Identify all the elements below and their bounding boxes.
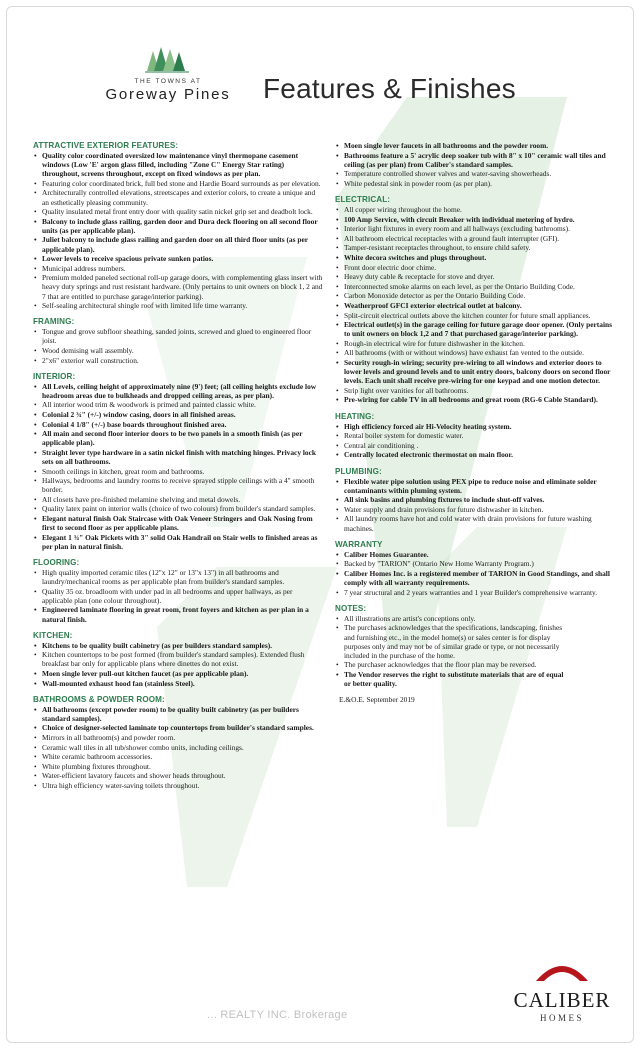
list-item: • Wood demising wall assembly. <box>33 346 323 355</box>
list-item: • All illustrations are artist's conceptions only. <box>335 614 565 623</box>
feature-list <box>335 141 619 188</box>
list-item: • All bathrooms (with or without windows) have exhaust fan vented to the outside. <box>335 348 619 357</box>
list-item: • High efficiency forced air Hi-Velocity heating system. <box>335 422 619 431</box>
section-flooring <box>33 558 323 624</box>
section-electrical <box>335 195 619 405</box>
feature-list <box>335 205 619 404</box>
list-item: • Centrally located electronic thermostat on main floor. <box>335 450 619 459</box>
list-item: • All Levels, ceiling height of approximately nine (9') feet; (all ceiling heights exclude low headroom areas due to bulkheads and dropped ceiling areas, as per plan). <box>33 382 323 400</box>
list-item: • The purchases acknowledges that the specifications, landscaping, finishes and furnishing etc., in the model home(s) or sales center is for display purposes only and may not be of similar grade or type, or not necessarily included in the purchase of the home. <box>335 623 565 659</box>
list-item: • Strip light over vanities for all bathrooms. <box>335 386 619 395</box>
list-item: • Tongue and grove subfloor sheathing, sanded joints, screwed and glued to engineered floor joist. <box>33 327 323 345</box>
list-item: • Electrical outlet(s) in the garage ceiling for future garage door opener. (Only pertains to unit owners on block 1,2 and 7 that purchased garage/interior parking). <box>335 320 619 338</box>
section-heading: FLOORING: <box>33 557 80 567</box>
list-item: • 7 year structural and 2 years warranties and 1 year Builder's comprehensive warranty. <box>335 588 619 597</box>
feature-list <box>33 705 323 790</box>
section-heading: HEATING: <box>335 411 375 421</box>
goreway-pines-logo <box>93 47 243 103</box>
list-item: • Quality color coordinated oversized low maintenance vinyl thermopane casement windows (Low 'E' argon glass filled, including "Zone C" Energy Star rating) throughout, screens throughout, except on fixed windows as per plan. <box>33 151 323 178</box>
list-item: • All main and second floor interior doors to be two panels in a smooth finish (as per applicable plan). <box>33 429 323 447</box>
section-heading: ELECTRICAL: <box>335 194 391 204</box>
feature-list <box>335 422 619 460</box>
section-heading: ATTRACTIVE EXTERIOR FEATURES: <box>33 141 179 150</box>
list-item: • Hallways, bedrooms and laundry rooms to receive sprayed stipple ceilings with a 4" smooth border. <box>33 476 323 494</box>
list-item: • High quality imported ceramic tiles (12"x 12" or 13"x 13") in all bathrooms and laundry/mechanical rooms as per applicable plan from builder's standard samples. <box>33 568 323 586</box>
list-item: • All copper wiring throughout the home. <box>335 205 619 214</box>
section-heading: KITCHEN: <box>33 630 73 640</box>
list-item: • Front door electric door chime. <box>335 263 619 272</box>
section-heading: FRAMING: <box>33 317 75 327</box>
list-item: • Water-efficient lavatory faucets and shower heads throughout. <box>33 771 323 780</box>
feature-list <box>33 151 323 310</box>
section-plumbing <box>335 467 619 533</box>
list-item: • Tamper-resistant receptacles throughout, to ensure child safety. <box>335 243 619 252</box>
list-item: • Caliber Homes Inc. is a registered member of TARION in Good Standings, and shall comply with all warranty requirements. <box>335 569 619 587</box>
list-item: • Wall-mounted exhaust hood fan (stainless Steel). <box>33 679 323 688</box>
page-title: Features & Finishes <box>263 73 516 104</box>
section-notes <box>335 604 565 688</box>
feature-list <box>335 614 565 688</box>
logo-subtitle: THE TOWNS AT <box>134 78 202 85</box>
list-item: • Central air conditioning . <box>335 441 619 450</box>
list-item: • White ceramic bathroom accessories. <box>33 752 323 761</box>
brand-name: CALIBER <box>513 988 611 1012</box>
list-item: • Split-circuit electrical outlets above the kitchen counter for future small appliances. <box>335 311 619 320</box>
feature-list <box>335 550 619 597</box>
logo-name: Goreway Pines <box>105 86 231 103</box>
feature-list <box>335 477 619 533</box>
list-item: • Weatherproof GFCI exterior electrical outlet at balcony. <box>335 301 619 310</box>
list-item: • Moen single lever faucets in all bathrooms and the powder room. <box>335 141 619 150</box>
list-item: • White decora switches and plugs throughout. <box>335 253 619 262</box>
list-item: • Rough-in electrical wire for future dishwasher in the kitchen. <box>335 339 619 348</box>
section-kitchen <box>33 631 323 688</box>
list-item: • Moen single lever pull-out kitchen faucet (as per applicable plan). <box>33 669 323 678</box>
list-item: • Pre-wiring for cable TV in all bedrooms and great room (RG-6 Cable Standard). <box>335 395 619 404</box>
left-column <box>33 141 323 797</box>
feature-list <box>33 641 323 688</box>
list-item: • Heavy duty cable & receptacle for stove and dryer. <box>335 272 619 281</box>
list-item: • Elegant 1 ¾" Oak Pickets with 3" solid Oak Handrail on Stair wells to finished areas as per plan in natural finish. <box>33 533 323 551</box>
list-item: • Featuring color coordinated brick, full bed stone and Hardie Board surrounds as per elevation. <box>33 179 323 188</box>
list-item: • All laundry rooms have hot and cold water with drain provisions for future washing machines. <box>335 514 619 532</box>
list-item: • Interior light fixtures in every room and all hallways (excluding bathrooms). <box>335 224 619 233</box>
list-item: • Smooth ceilings in kitchen, great room and bathrooms. <box>33 467 323 476</box>
list-item: • Ceramic wall tiles in all tub/shower combo units, including ceilings. <box>33 743 323 752</box>
section-framing <box>33 317 323 364</box>
list-item: • Ultra high efficiency water-saving toilets throughout. <box>33 781 323 790</box>
brochure-page <box>6 6 634 1043</box>
list-item: • Quality 35 oz. broadloom with under pad in all bedrooms and upper hallways, as per applicable plan (one colour throughout). <box>33 587 323 605</box>
section-heading: WARRANTY <box>335 539 383 549</box>
list-item: • All bathroom electrical receptacles with a ground fault interrupter (GFI). <box>335 234 619 243</box>
list-item: • Premium molded paneled sectional roll-up garage doors, with complementing glass insert with heavy duty springs and rust resistant hardware. (Only pertains to unit owners on block 1, 2 and 7 that are entitled to purchase garage/interior parking). <box>33 273 323 300</box>
section-interior <box>33 372 323 551</box>
list-item: • Balcony to include glass railing, garden door and Dura deck flooring on all second floor units (as per applicable plan). <box>33 217 323 235</box>
list-item: • Rental boiler system for domestic water. <box>335 431 619 440</box>
list-item: • Mirrors in all bathroom(s) and powder room. <box>33 733 323 742</box>
list-item: • All interior wood trim & woodwork is primed and painted classic white. <box>33 400 323 409</box>
section-heading: INTERIOR: <box>33 371 76 381</box>
list-item: • All closets have pre-finished melamine shelving and metal dowels. <box>33 495 323 504</box>
caliber-homes-logo <box>507 955 617 1023</box>
list-item: • The Vendor reserves the right to substitute materials that are of equal or better quality. <box>335 670 565 688</box>
list-item: • White plumbing fixtures throughout. <box>33 762 323 771</box>
list-item: • Kitchen countertops to be post formed (from builder's standard samples). Extended flush breakfast bar only for applicable plans where dinettes do not exist. <box>33 650 323 668</box>
list-item: • Colonial 4 1/8" (+/-) base boards throughout finished area. <box>33 420 323 429</box>
list-item: • Straight lever type hardware in a satin nickel finish with matching hinges. Privacy lock sets on all bathrooms. <box>33 448 323 466</box>
list-item: • Security rough-in wiring; security pre-wiring to all windows and exterior doors to lower levels and ground levels and to unit entry doors, balcony doors on second floor levels. Each unit shall receive pre-wiring for one keypad and one motion detector. <box>335 358 619 385</box>
list-item: • Juliet balcony to include glass railing and garden door on all third floor units (as per applicable plan). <box>33 235 323 253</box>
section-heading: PLUMBING: <box>335 466 382 476</box>
list-item: • Water supply and drain provisions for future dishwasher in kitchen. <box>335 505 619 514</box>
section-warranty <box>335 540 619 597</box>
section-exterior <box>33 141 323 310</box>
section-heading: BATHROOMS & POWDER ROOM: <box>33 694 165 704</box>
section-heading: NOTES: <box>335 603 367 613</box>
list-item: • Backed by "TARION" (Ontario New Home Warranty Program.) <box>335 559 619 568</box>
list-item: • Architecturally controlled elevations, streetscapes and exterior colors, to create a unique and an esthetically pleasing community. <box>33 188 323 206</box>
list-item: • Flexible water pipe solution using PEX pipe to reduce noise and eliminate solder contaminants within pluming system. <box>335 477 619 495</box>
list-item: • Interconnected smoke alarms on each level, as per the Ontario Building Code. <box>335 282 619 291</box>
signature-line: E.&O.E. September 2019 <box>339 695 415 705</box>
section-heating <box>335 412 619 460</box>
list-item: • 100 Amp Service, with circuit Breaker with individual metering of hydro. <box>335 215 619 224</box>
pine-trees-icon <box>139 47 197 75</box>
brokerage-watermark: ... REALTY INC. Brokerage <box>207 1009 348 1021</box>
right-column <box>335 141 619 704</box>
feature-list <box>33 568 323 624</box>
brand-subtitle: HOMES <box>539 1013 584 1023</box>
list-item: • All bathrooms (except powder room) to be quality built cabinetry (as per builders standard samples). <box>33 705 323 723</box>
section-bathrooms-continued <box>335 141 619 188</box>
list-item: • Quality latex paint on interior walls (choice of two colours) from builder's standard samples. <box>33 504 323 513</box>
list-item: • Elegant natural finish Oak Staircase with Oak Veneer Stringers and Oak Nosing from first to second floor as per applicable plans. <box>33 514 323 532</box>
list-item: • Municipal address numbers. <box>33 264 323 273</box>
list-item: • Temperature controlled shower valves and water-saving showerheads. <box>335 169 619 178</box>
list-item: • 2"x6" exterior wall construction. <box>33 356 323 365</box>
list-item: • Lower levels to receive spacious private sunken patios. <box>33 254 323 263</box>
list-item: • Caliber Homes Guarantee. <box>335 550 619 559</box>
feature-list <box>33 327 323 364</box>
list-item: • Colonial 2 ¾" (+/-) window casing, doors in all finished areas. <box>33 410 323 419</box>
list-item: • Engineered laminate flooring in great room, front foyers and kitchen as per plan in a natural finish. <box>33 605 323 623</box>
roof-icon <box>532 955 592 985</box>
list-item: • Self-sealing architectural shingle roof with limited life time warranty. <box>33 301 323 310</box>
page-header <box>7 7 634 135</box>
feature-list <box>33 382 323 551</box>
list-item: • White pedestal sink in powder room (as per plan). <box>335 179 619 188</box>
section-bathrooms <box>33 695 323 790</box>
list-item: • Kitchens to be quality built cabinetry (as per builders standard samples). <box>33 641 323 650</box>
list-item: • Quality insulated metal front entry door with quality satin nickel grip set and deadbolt lock. <box>33 207 323 216</box>
list-item: • All sink basins and plumbing fixtures to include shut-off valves. <box>335 495 619 504</box>
list-item: • Bathrooms feature a 5' acrylic deep soaker tub with 8" x 10" ceramic wall tiles and ceiling (as per plan) from Caliber's standard samples. <box>335 151 619 169</box>
list-item: • Carbon Monoxide detector as per the Ontario Building Code. <box>335 291 619 300</box>
list-item: • The purchaser acknowledges that the floor plan may be reversed. <box>335 660 565 669</box>
list-item: • Choice of designer-selected laminate top countertops from builder's standard samples. <box>33 723 323 732</box>
